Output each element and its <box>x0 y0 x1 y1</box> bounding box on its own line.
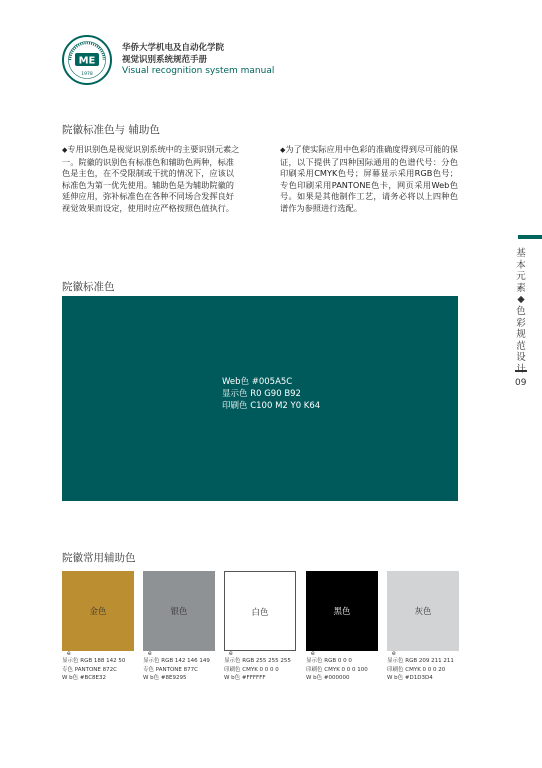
svg-text:ME: ME <box>78 55 96 67</box>
bullet-icon: ◆ <box>280 146 286 154</box>
standard-print-value: 印刷色 C100 M2 Y0 K64 <box>222 401 321 411</box>
standard-web-value: Web色 #005A5C <box>222 377 293 387</box>
swatch-silver <box>143 571 215 651</box>
header-title-en: Visual recognition system manual <box>122 66 275 76</box>
swatch-web: W b色 #000000 <box>306 675 350 682</box>
swatch-mark: e <box>229 650 233 657</box>
side-section-label: 基本元素◆色彩规范设 <box>516 248 526 364</box>
swatch-black <box>306 571 378 651</box>
swatch-mark: e <box>311 650 315 657</box>
standard-color-values <box>222 376 320 412</box>
swatch-white-info <box>224 657 291 683</box>
swatch-pantone: 专色 PANTONE 877C <box>143 666 198 673</box>
college-logo <box>62 35 112 85</box>
swatch-black-info <box>306 657 368 683</box>
swatch-web: W b色 #8E9295 <box>143 675 187 682</box>
swatch-gold <box>62 571 134 651</box>
swatch-cmyk: 印刷色 CMYK 0 0 0 100 <box>306 666 368 673</box>
swatch-gray-info <box>387 657 454 683</box>
swatch-cmyk: 印刷色 CMYK 0 0 0 20 <box>387 666 446 673</box>
intro-paragraph-left <box>62 144 240 214</box>
intro-paragraph-right <box>280 144 458 214</box>
swatch-rgb: 显示色 RGB 0 0 0 <box>306 658 352 664</box>
side-tab-bar <box>518 235 542 239</box>
intro-text-right: 为了使实际应用中色彩的准确度得到尽可能的保证，以下提供了四种国际通用的色谱代号：分色印刷采用CMYK色号；屏幕显示采用RGB色号；专色印刷采用PANTONE色卡，网页采用Web色号。如果是其他制作工艺，请务必将以上四种色谱作为参照进行选配。 <box>280 144 458 213</box>
swatch-name: 金色 <box>89 607 107 617</box>
auxiliary-color-title: 院徽常用辅助色 <box>62 552 136 564</box>
standard-screen-value: 显示色 R0 G90 B92 <box>222 389 301 399</box>
standard-color-title: 院徽标准色 <box>62 281 115 293</box>
swatch-mark: e <box>392 650 396 657</box>
swatch-name: 黑色 <box>333 607 351 617</box>
swatch-rgb: 显示色 RGB 255 255 255 <box>224 658 291 664</box>
swatch-name: 银色 <box>170 607 188 617</box>
swatch-web: W b色 #BC8E32 <box>62 675 107 682</box>
header-title-line2: 视觉识别系统规范手册 <box>122 55 208 65</box>
swatch-gray <box>387 571 459 651</box>
intro-text-left: 专用识别色是视觉识别系统中的主要识别元素之一。院徽的识别色有标准色和辅助色两种，标准色是主色，在不受限制或干扰的情况下，应该以标准色为第一优先使用。辅助色是为辅助院徽的延伸应用，弥补标准色在各种不同场合发挥良好视觉效果而设定，使用时应严格按照色值执行。 <box>62 144 240 213</box>
page-number: 09 <box>515 378 527 388</box>
swatch-pantone: 专色 PANTONE 872C <box>62 666 117 673</box>
intro-title: 院徽标准色与 辅助色 <box>62 124 160 136</box>
bullet-icon: ◆ <box>62 146 68 154</box>
swatch-rgb: 显示色 RGB 188 142 50 <box>62 658 126 664</box>
standard-color-block <box>62 296 458 501</box>
swatch-white <box>224 571 296 651</box>
swatch-web: W b色 #FFFFFF <box>224 675 266 682</box>
swatch-mark: e <box>148 650 152 657</box>
swatch-rgb: 显示色 RGB 142 146 149 <box>143 658 210 664</box>
swatch-gold-info <box>62 657 125 683</box>
swatch-rgb: 显示色 RGB 209 211 211 <box>387 658 454 664</box>
logo-year: 1978 <box>81 72 93 77</box>
swatch-web: W b色 #D1D3D4 <box>387 675 433 682</box>
swatch-name: 白色 <box>251 608 269 618</box>
swatch-mark: e <box>67 650 71 657</box>
header-title-line1: 华侨大学机电及自动化学院 <box>122 43 225 53</box>
swatch-name: 灰色 <box>414 607 432 617</box>
side-divider <box>515 370 527 372</box>
swatch-silver-info <box>143 657 210 683</box>
swatch-cmyk: 印刷色 CMYK 0 0 0 0 <box>224 666 279 673</box>
